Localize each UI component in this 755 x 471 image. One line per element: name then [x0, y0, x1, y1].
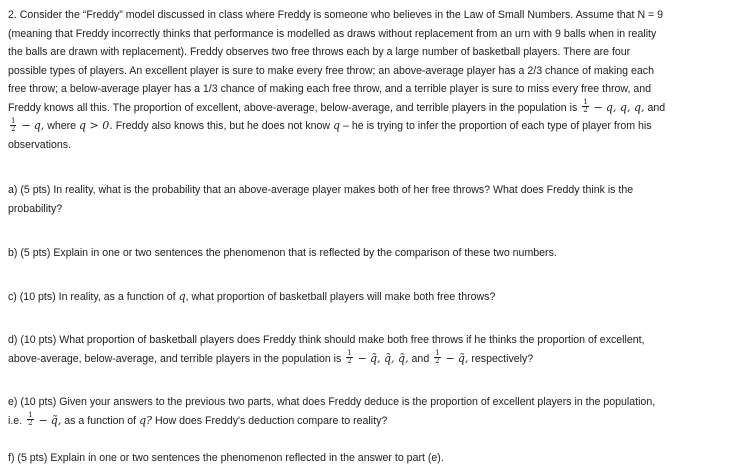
fraction-numerator: 1 [435, 349, 440, 358]
part-f-line: f) (5 pts) Explain in one or two sentences the phenomenon reflected in the answer to part (e). [8, 452, 444, 464]
minus-sign: − [593, 100, 603, 114]
part-a-line: a) (5 pts) In reality, what is the probability that an above-average player makes both of her free throws? What does Freddy think is the [8, 184, 634, 196]
part-e-text: How does Freddy's deduction compare to reality? [155, 414, 388, 427]
fraction-numerator: 1 [11, 116, 16, 125]
problem-statement [8, 6, 750, 154]
part-e-text: as a function of [64, 414, 137, 427]
part-a-line: probability? [8, 202, 63, 215]
part-e-line: e) (10 pts) Given your answers to the previous two parts, what does Freddy deduce is the proportion of excellent players in the population, [8, 396, 656, 408]
math-variable: q? [139, 413, 153, 427]
part-a [8, 181, 750, 218]
math-variables: q, q, q, [605, 100, 645, 114]
math-variables: q̃, q̃, q̃, [369, 351, 409, 365]
math-variable: q̃, [50, 413, 62, 427]
math-variable: q̃, [457, 351, 469, 365]
math-variable: q [178, 290, 186, 303]
fraction-numerator: 1 [583, 98, 588, 107]
fraction-one-half [582, 99, 588, 114]
fraction-denominator: 2 [347, 357, 352, 366]
fraction-one-half [346, 350, 352, 365]
part-c-text: , what proportion of basketball players will make both free throws? [185, 291, 496, 303]
fraction-denominator: 2 [435, 357, 440, 366]
fraction-one-half [10, 118, 16, 133]
intro-text: Freddy knows all this. The proportion of excellent, above-average, below-average, and terrible players in the population is [8, 101, 578, 114]
intro-line: 2. Consider the “Freddy” model discussed in class where Freddy is someone who believes in the Law of Small Numbers. Assume that N = 9 [8, 9, 664, 21]
fraction-denominator: 2 [11, 124, 16, 133]
fraction-denominator: 2 [28, 419, 33, 428]
minus-sign: − [21, 119, 31, 132]
intro-text: – he is trying to infer the proportion of each type of player from his [343, 120, 652, 132]
part-c-text: c) (10 pts) In reality, as a function of [8, 291, 176, 303]
part-e-line [8, 412, 750, 431]
part-f [8, 449, 750, 468]
fraction-numerator: 1 [347, 349, 352, 358]
minus-sign: − [445, 351, 455, 365]
part-d-text: above-average, below-average, and terrible players in the population is [8, 352, 342, 365]
math-variable: q, [33, 119, 45, 132]
minus-sign: − [38, 413, 48, 427]
intro-text: where [47, 120, 77, 132]
part-d-text: respectively? [471, 352, 534, 365]
intro-text: Freddy also knows this, but he does not know [115, 120, 331, 132]
minus-sign: − [357, 351, 367, 365]
math-variable: q [333, 119, 341, 132]
intro-line [8, 117, 750, 136]
fraction-denominator: 2 [583, 106, 588, 115]
math-condition: q > 0. [79, 119, 113, 132]
intro-text: and [647, 101, 666, 114]
intro-line: possible types of players. An excellent player is sure to make every free throw; an above-average player has a 2/3 chance of making each [8, 64, 654, 77]
part-e [8, 393, 750, 430]
intro-line: observations. [8, 138, 72, 151]
part-d-line: d) (10 pts) What proportion of basketball players does Freddy think should make both free throws if he thinks the proportion of excellent, [8, 334, 645, 346]
intro-line: (meaning that Freddy incorrectly thinks that performance is modelled as draws without replacement from an urn with 9 balls when in reality [8, 27, 657, 40]
part-e-text: i.e. [8, 414, 23, 427]
intro-line [8, 99, 750, 118]
part-d [8, 331, 750, 368]
intro-line: the balls are drawn with replacement). Freddy observes two free throws each by a large number of basketball players. There are four [8, 46, 631, 58]
part-b [8, 244, 750, 263]
part-d-text: and [411, 352, 430, 365]
part-d-line [8, 350, 750, 369]
fraction-numerator: 1 [28, 411, 33, 420]
part-c [8, 288, 750, 307]
fraction-one-half [434, 350, 440, 365]
intro-line: free throw; a below-average player has a 1/3 chance of making each free throw, and a terrible player is sure to miss every free throw, and [8, 83, 652, 95]
part-c-line [8, 288, 750, 307]
part-b-line: b) (5 pts) Explain in one or two sentences the phenomenon that is reflected by the comparison of these two numbers. [8, 247, 557, 259]
fraction-one-half [27, 412, 33, 427]
